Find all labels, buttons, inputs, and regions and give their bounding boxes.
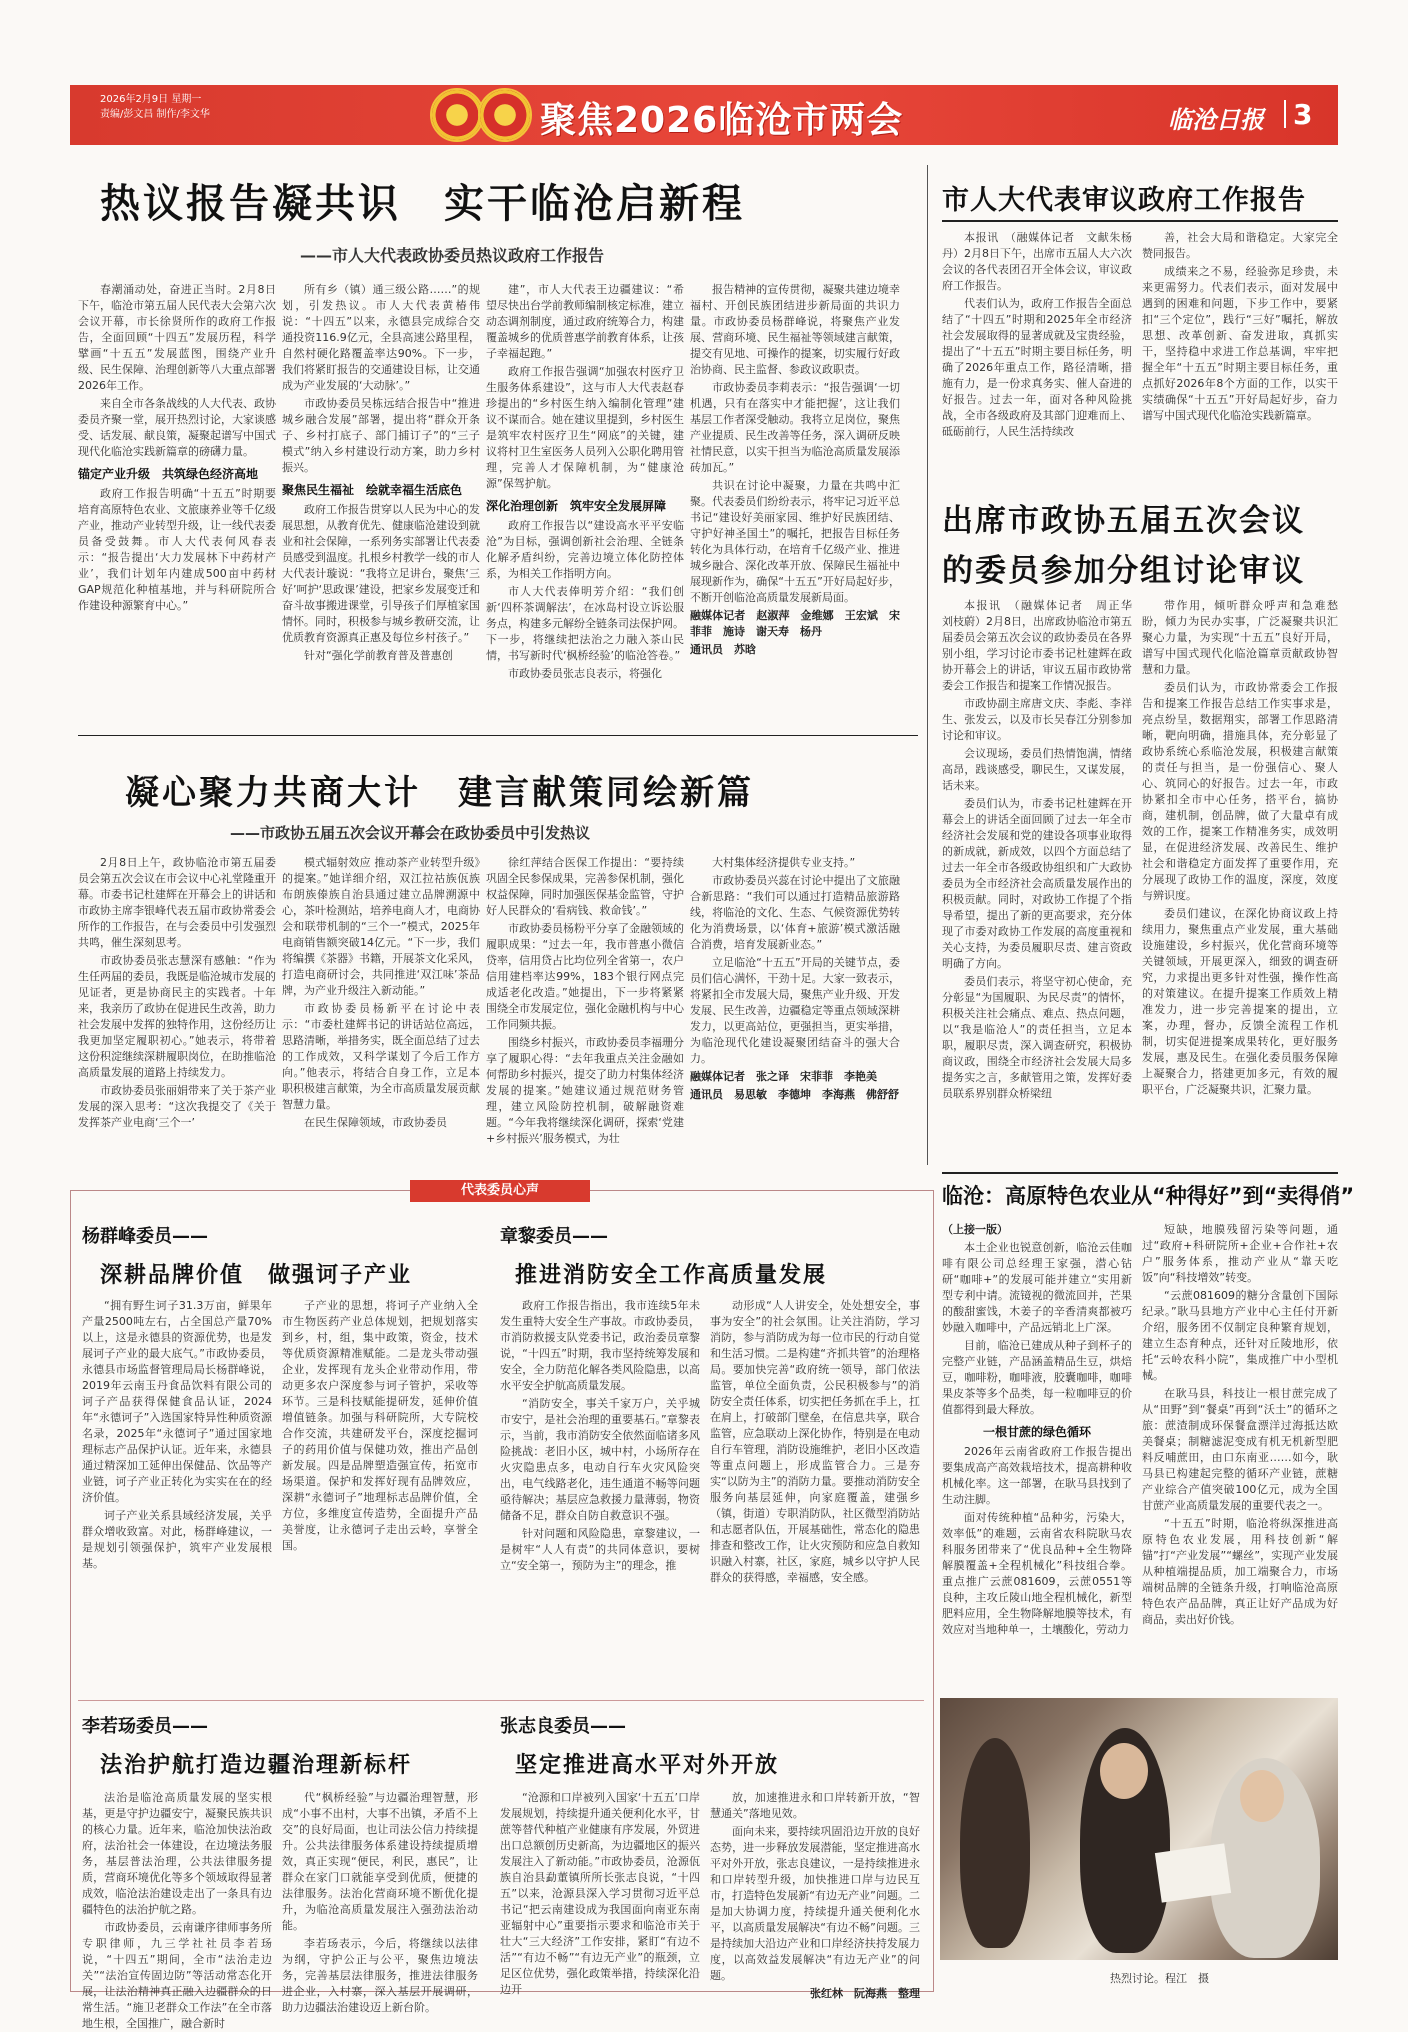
member1-col2 <box>282 1298 478 1688</box>
article5-title: 临沧：高原特色农业从“种得好”到“卖得俏” <box>942 1184 1355 1208</box>
member4-credit: 张红林 阮海燕 整理 <box>810 1987 920 2000</box>
paragraph: 本报讯 （融媒体记者 周正华 刘枝蔚）2月8日，出席政协临沧市第五届委员会第五次会议的政协委员在各界别小组，学习讨论市委书记杜建辉在政协开幕会上的讲话，审议五届市政协常委会工作报告和提案工作情况报告。 <box>942 599 1143 692</box>
article4-title: 凝心聚力共商大计 建言献策同绘新篇 <box>125 773 754 813</box>
paragraph: 报告精神的宣传贯彻，凝聚共建边境幸福村、开创民族团结进步新局面的共识力量。市政协委员杨群峰说，将聚焦产业发展、营商环境、民生福祉等领域建言献策，提交有见地、可操作的提案，切实履行好政治协商、民主监督、参政议政职责。 <box>690 283 900 376</box>
paragraph: 市政协委员杨新平在讨论中表示：“市委杜建辉书记的讲话站位高远，思路清晰，举措务实，既全面总结了过去的工作成效，又科学谋划了今后工作方向。”他表示，将结合自身工作，立足本职积极建言献策，为全市高质量发展贡献智慧力量。 <box>282 1002 480 1111</box>
paragraph: 针对问题和风险隐患，章黎建议，一是树牢“人人有责”的共同体意识，要树立“安全第一，预防为主”的理念，推 <box>500 1527 700 1572</box>
paragraph: 委员们表示，将坚守初心使命，充分彰显“为国履职、为民尽责”的情怀，积极关注社会痛点、难点、热点问题，以“我是临沧人”的责任担当，立足本职，履职尽责，深入调查研究，积极协商议政，围绕全市经济社会发展大局多提务实之言，多献管用之策，发挥好委员联系界别群众桥梁纽 <box>942 975 1132 1100</box>
paragraph: 政府工作报告强调“加强农村医疗卫生服务体系建设”，这与市人大代表赵春珍提出的“乡村医生纳入编制化管理”建议不谋而合。她在建议里提到，乡村医生是筑牢农村医疗卫生“网底”的关键，建议将村卫生室医务人员列入公职化聘用管理，完善人才保障机制，为“健康沧源”保驾护航。 <box>486 365 684 490</box>
newspaper-logo: 临沧日报 <box>1168 106 1264 134</box>
article2-title: 市人大代表审议政府工作报告 <box>942 185 1306 216</box>
photo-face <box>1240 1770 1284 1822</box>
article1-heading1: 锚定产业升级 共筑绿色经济高地 <box>78 467 259 481</box>
paragraph: 放，加速推进永和口岸转新开放，“智慧通关”落地见效。 <box>710 1791 920 1820</box>
paragraph: 本土企业也锐意创新，临沧云佳咖啡有限公司总经理王家强，潜心钻研“咖啡+”的发展可能并建立“实用新型专利中请。流镜视的微流回并，芒果的酸甜蜜饯，木姜子的辛香清爽都被巧妙融入咖啡中，产品远销北上广深。 <box>942 1241 1132 1334</box>
paragraph: 2月8日上午，政协临沧市第五届委员会第五次会议在市会议中心礼堂隆重开幕。市委书记杜建辉在开幕会上的讲话和市政协主席李银峰代表五届市政协常委会所作的工作报告，在与会委员中引发强烈共鸣，催生深刻思考。 <box>78 856 276 949</box>
member1-title: 深耕品牌价值 做强诃子产业 <box>100 1263 413 1288</box>
paragraph: 委员们认为，市政协常委会工作报告和提案工作报告总结工作实事求是，亮点纷呈，数据翔实，部署工作思路清晰，靶向明确，措施具体，充分彰显了政协系统心系临沧发展，积极建言献策的责任与担当，是一份强信心、聚人心、筑同心的好报告。过去一年，市政协紧扣全市中心任务，搭平台，搞协商，建机制，创品牌，做了大量卓有成效的工作，提案工作精准务实，成效明显，在促进经济发展、改善民生、维护社会和谐稳定方面发挥了重要作用，充分展现了政协工作的温度，深度，效度与辨识度。 <box>1142 681 1338 902</box>
member1-name: 杨群峰委员—— <box>82 1226 208 1247</box>
paragraph: 2026年云南省政府工作报告提出要集成高产高效栽培技术，提高耕种收机械化率。这一部署，在耿马县找到了生动注脚。 <box>942 1445 1132 1506</box>
paragraph: 本报讯 （融媒体记者 文献朱杨丹）2月8日下午，出席市五届人大六次会议的各代表团召开全体会议，审议政府工作报告。 <box>942 231 1132 292</box>
article5-col1 <box>942 1222 1132 1682</box>
article3-col1 <box>942 598 1143 1158</box>
paragraph: 大村集体经济提供专业支持。” <box>712 856 856 869</box>
header-divider <box>1284 100 1286 128</box>
date-block <box>100 92 210 122</box>
photo-face <box>1100 1743 1148 1799</box>
paragraph: 政府工作报告以“建设高水平平安临沧”为目标，强调创新社会治理、全链条化解矛盾纠纷，完善边境立体化防控体系，为相关工作指明方向。 <box>486 519 684 580</box>
article5-heading: 一根甘蔗的绿色循环 <box>982 1425 1091 1439</box>
paragraph: 围绕乡村振兴，市政协委员李福珊分享了履职心得：“去年我重点关注金融如何帮助乡村振兴，提交了助力村集体经济发展的提案。”她建议通过规范财务管理，建立风险防控机制，破解融资难题。“今年我将继续深化调研，探索‘党建+乡村振兴’服务模式，为壮 <box>486 1036 684 1145</box>
paragraph: 针对“强化学前教育普及普惠创 <box>304 649 453 662</box>
article1-subtitle: ——市人大代表政协委员热议政府工作报告 <box>300 246 605 265</box>
article4-subtitle: ——市政协五届五次会议开幕会在政协委员中引发热议 <box>230 824 591 842</box>
paragraph: 成绩来之不易，经验弥足珍贵，未来更需努力。代表们表示，面对发展中遇到的困难和问题，下步工作中，要紧扣“三个定位”，践行“三好”嘱托，解放思想、改革创新、奋发进取，真抓实干，坚持稳中求进工作总基调，牢牢把握全年“十五五”时期主要目标任务，重点抓好2026年8个方面的工作，以实干实绩确保“十五五”开好局起好步，奋力谱写中国式现代化临沧实践新篇章。 <box>1142 265 1338 422</box>
column-divider <box>927 165 928 1165</box>
article3-title2: 的委员参加分组讨论审议 <box>942 553 1305 589</box>
paragraph: 立足临沧“十五五”开局的关键节点，委员们信心满怀，干劲十足。大家一致表示，将紧扣全市发展大局，聚焦产业升级、开发发展、民生改善，边疆稳定等重点领域深耕发力，以更高站位，更强担当，更实举措，为临沧现代化建设凝聚团结奋斗的强大合力。 <box>690 956 900 1065</box>
paragraph: 市政协委员张丽娟带来了关于茶产业发展的深入思考：“这次我提交了《关于发挥茶产业电商‘三个一’ <box>78 1084 276 1129</box>
member3-name: 李若玚委员—— <box>82 1716 208 1737</box>
paragraph: 市政协委员杨粉平分享了金融领域的履职成果：“过去一年，我市普惠小微信贷率，信用贷占比均位列全省第一，农户信用建档率达99%，183个银行网点完成适老化改造。”她提出，下一步将紧紧围绕全市发展定位，强化金融机构与中心工作同频共振。 <box>486 922 684 1031</box>
photo-document <box>1155 1843 1231 1902</box>
editor-credit: 责编/彭文昌 制作/李文华 <box>100 109 210 120</box>
article2-col1 <box>942 230 1132 465</box>
paragraph: 诃子产业关系县域经济发展，关乎群众增收致富。对此，杨群峰建议，一是规划引领强保护，筑牢产业发展根基。 <box>82 1509 272 1570</box>
article4-col3 <box>486 855 684 1167</box>
article4-credit2: 通讯员 易思敏 李德坤 李海燕 佛舒舒 <box>690 1088 899 1101</box>
article1-col3 <box>486 282 684 727</box>
paragraph: 在民生保障领域，市政协委员 <box>304 1116 447 1129</box>
discussion-photo <box>940 1698 1338 1960</box>
paragraph: 市政协委员张志良表示，将强化 <box>508 667 662 680</box>
page-number: 3 <box>1293 98 1313 131</box>
paragraph: 市政协委员吴栋远结合报告中“推进城乡融合发展”部署，提出将“群众开条子、乡村打底子、部门捕订子”的“三子模式”纳入乡村建设行动方案，助力乡村振兴。 <box>282 397 480 474</box>
paragraph: 市政协委员，云南谦序律师事务所专职律师，九三学社社员李若玚说，“十四五”期间，全市“法治走边关”“法治宣传固边防”等活动常态化开展，让法治精神真正融入边疆群众的日常生活。“施卫老群众工作法”在全市落地生根，全国推广，融合新时 <box>82 1921 272 2030</box>
paragraph: 政府工作报告明确“十五五”时期要培育高原特色农业、文旅康养业等千亿级产业，推动产业转型升级，让一线代表委员备受鼓舞。市人大代表何风春表示：“报告提出‘大力发展林下中药材产业’，我们计划年内建成500亩中药材GAP规范化种植基地，并与科研院所合作建设种源繁育中心。” <box>78 487 276 612</box>
paragraph: 共识在讨论中凝聚，力量在共鸣中汇聚。代表委员们纷纷表示，将牢记习近平总书记“建设好美丽家园、维护好民族团结、守护好神圣国土”的嘱托，把报告目标任务转化为具体行动，在培育千亿级产业、推进城乡融合、深化改革开放、保障民生福祉中展现新作为，确保“十五五”开好局起好步，不断开创临沧高质量发展新局面。 <box>690 479 900 604</box>
section-title: 聚焦2026临沧市两会 <box>540 100 904 141</box>
paragraph: 善，社会大局和谐稳定。大家完全赞同报告。 <box>1142 231 1338 260</box>
photo-figure <box>960 1738 1030 1948</box>
paragraph: 所有乡（镇）通三级公路……”的规划，引发热议。市人大代表黄椿伟说：“十四五”以来，永德县完成综合交通投资116.9亿元，全县高速公路里程，自然村硬化路覆盖率达90%。下一步，我们将紧盯报告的交通建设目标，让交通成为产业发展的‘大动脉’。” <box>282 283 480 392</box>
article4-col1 <box>78 855 276 1167</box>
paragraph: 动形成“人人讲安全，处处想安全，事事为安全”的社会氛围。让关注消防，学习消防，参与消防成为每一位市民的行动自觉和生活习惯。二是构建“齐抓共管”的治理格局。要加快完善“政府统一领导，部门依法监管，单位全面负责，公民积极参与”的消防安全责任体系，切实把任务抓在手上，扛在肩上，打破部门壁垒，在信息共享，联合监管，应急联动上深化协作，特别是在电动自行车管理，消防设施维护，老旧小区改造等重点问题上，形成监管合力。三是夯实“以防为主”的消防力量。要推动消防安全服务向基层延伸，向家庭覆盖，建强乡（镇，街道）专职消防队，社区微型消防站和志愿者队伍，开展基础性，常态化的隐患排查和整改工作，让火灾预防和应急自救知识融入村寨，社区，家庭，城乡以守护人民群众的获得感，幸福感，安全感。 <box>710 1299 920 1584</box>
member1-col1 <box>82 1298 272 1688</box>
national-emblem-icon <box>430 88 484 142</box>
paragraph: 春潮涌动处，奋进正当时。2月8日下午，临沧市第五届人民代表大会第六次会议开幕，市长徐贤所作的政府工作报告，全面回顾“十四五”发展历程，科学擘画“十五五”发展蓝图，围绕产业升级、民生保障、治理创新等八大重点部署2026年工作。 <box>78 283 276 392</box>
article5-subtitle: （上接一版） <box>942 1223 1008 1236</box>
paragraph: 建”，市人大代表王边疆建议：“希望尽快出台学前教师编制核定标准，建立动态调剂制度，通过政府统筹合力，构建覆盖城乡的优质普惠学前教育体系，让孩子幸福起跑。” <box>486 283 684 360</box>
paragraph: 短缺，地膜残留污染等问题，通过“政府+科研院所+企业+合作社+农户”服务体系，推动产业从“靠天吃饭”向“科技增效”转变。 <box>1142 1223 1338 1284</box>
article3-col2 <box>1142 598 1338 1158</box>
member4-name: 张志良委员—— <box>500 1716 626 1737</box>
paragraph: 法治是临沧高质量发展的坚实根基，更是守护边疆安宁，凝聚民族共识的核心力量。近年来，临沧加快法治政府，法治社会一体建设，在边境法务服务，基层普法治理，公共法律服务提质，营商环境优化等多个领域取得显著成效，临沧法治建设走出了一条具有边疆特色的法治护航之路。 <box>82 1791 272 1916</box>
paragraph: 子产业的思想，将诃子产业纳入全市生物医药产业总体规划，把规划落实到乡，村，组，集中政策，资金，技术等优质资源精准赋能。二是龙头带动强企业，发挥现有龙头企业带动作用，带动更多农户深度参与诃子管护，采收等环节。三是科技赋能提研发，延伸价值增值链条。加强与科研院所，大专院校合作交流，共建研发平台，深度挖掘诃子的药用价值与保健功效，推出产品创新发展。四是品牌塑造强宣传，拓宽市场渠道。保护和发挥好现有品牌效应，深耕“永德诃子”地理标志品牌价值，全方位，多维度宣传造势，全面提升产品美誉度，让永德诃子走出云岭，享誉全国。 <box>282 1299 478 1552</box>
paragraph: “消防安全，事关千家万户，关乎城市安宁，是社会治理的重要基石。”章黎表示，当前，我市消防安全依然面临诸多风险挑战：老旧小区，城中村，小场所存在火灾隐患点多，电动自行车火灾风险突出，电气线路老化，违生通道不畅等问题亟待解决；基层应急救援力量薄弱，物资储备不足，群众自防自救意识不强。 <box>500 1397 700 1522</box>
paragraph: 代表们认为，政府工作报告全面总结了“十四五”时期和2025年全市经济社会发展取得的显著成就及宝贵经验，提出了“十五五”时期主要目标任务，明确了2026年重点工作，路径清晰，措施有力，是一份求真务实、催人奋进的好报告。过去一年，面对各种风险挑战，全市各级政府及其部门迎难而上、砥砺前行，人民生活持续改 <box>942 297 1132 438</box>
paragraph: 模式辐射效应 推动茶产业转型升级》的提案。”她详细介绍，双江拉祜族佤族布朗族傣族自治县通过建立品牌溯源中心，茶叶检测站，培养电商人才，电商协会和联带机制的“三个一”模式，2025年电商销售额突破14亿元。“下一步，我们将编撰《茶器》书籍，开展茶文化采风，打造电商研讨会，共同推进‘双江味’茶品牌，为产业升级注入新动能。” <box>282 856 480 997</box>
paragraph: 目前，临沧已建成从种子到杯子的完整产业链，产品涵盖精品生豆，烘焙豆，咖啡粉，咖啡液，胶囊咖啡，咖啡果皮茶等多个品类，每一粒咖啡豆的价值都得到最大释放。 <box>942 1339 1132 1416</box>
section-divider <box>78 735 918 736</box>
paragraph: 市人大代表俸明芳介绍：“我们创新‘四杯茶调解法’，在冰岛村设立诉讼服务点，构建多元解纷全链条司法保护网。下一步，将继续把法治之力融入茶山民情，书写新时代‘枫桥经验’的临沧答卷。” <box>486 585 684 662</box>
paragraph: 徐红萍结合医保工作提出：“要持续巩固全民参保成果，完善参保机制，强化权益保障，同时加强医保基金监管，守护好人民群众的‘看病钱、救命钱’。” <box>486 856 684 917</box>
paragraph: “沧源和口岸被列入国家‘十五五’口岸发展规划，持续提升通关便利化水平，甘蔗等替代种植产业健康有序发展，外贸进出口总额创历史新高，为边疆地区的振兴发展注入了新动能。”市政协委员，沧源佤族自治县勐董镇所所长张志良说，“十四五”以来，沧源县深入学习贯彻习近平总书记“把云南建设成为我国面向南亚东南亚辐射中心”重要指示要求和临沧市关于壮大“三大经济”工作安排，紧盯“有边不活”“有边不畅”“有边无产业”的瓶颈，立足区位优势，强化政策举措，持续深化沿边开 <box>500 1791 700 1996</box>
article1-credit2: 通讯员 苏晗 <box>690 643 756 656</box>
article1-col2 <box>282 282 480 727</box>
paragraph: 市政协委员李莉表示：“报告强调‘一切机遇，只有在落实中才能把握’，这让我们基层工作者深受触动。我将立足岗位，聚焦产业提质、民生改善等任务，深入调研反映社情民意，以实干担当为临沧高质量发展添砖加瓦。” <box>690 381 900 474</box>
member3-title: 法治护航打造边疆治理新标杆 <box>100 1753 413 1778</box>
article2-title-rule <box>942 220 1338 222</box>
article5-top-rule <box>942 1172 1338 1174</box>
member2-col2 <box>710 1298 920 1688</box>
paragraph: 面对传统种植“品种劣，污染大，效率低”的难题，云南省农科院耿马农科服务团带来了“优良品种+全生物降解膜覆盖+全程机械化”科技组合拳。重点推广云蔗081609，云蔗0551等良种，主攻丘陵山地全程机械化，新型肥料应用，全生物降解地膜等技术，有效应对当地种单一，土壤酸化，劳动力 <box>942 1511 1132 1636</box>
article4-credit: 融媒体记者 张之译 宋菲菲 李艳美 <box>690 1070 877 1083</box>
paragraph: 市政协副主席唐文庆、李彪、李祥生、张发云，以及市长吴春江分别参加讨论和审议。 <box>942 697 1132 742</box>
paragraph: 会议现场，委员们热情饱满，情绪高昂，践谈感受，聊民生，又谋发展，话未来。 <box>942 747 1132 792</box>
paragraph: “云蔗081609的糖分含量创下国际纪录。”耿马县地方产业中心主任付开新介绍，服务团不仅制定良种繁育规划，建立生态育种点，还针对丘陵地形，依托“云岭农科小院”，集成推广中小型机械。 <box>1142 1289 1338 1382</box>
article3-title1: 出席市政协五届五次会议 <box>942 503 1305 539</box>
paragraph: “十五五”时期，临沧将纵深推进高原特色农业发展，用科技创新“解锚”打“产业发展”“螺丝”，实现产业发展从种植端提品质，加工端聚合力，市场端树品牌的全链条升级，打响临沧高原特色农产品品牌，真正让好产品成为好商品，卖出好价钱。 <box>1142 1517 1338 1626</box>
paragraph: 在耿马县，科技让一根甘蔗完成了从“田野”到“餐桌”再到“沃土”的循环之旅：蔗渣制成环保餐盒漂洋过海抵达欧美餐桌；制糖滤泥变成有机无机新型肥料反哺蔗田，由口东南亚……如今，耿马县已构建起完整的循环产业链，蔗糖产业综合产值突破100亿元，成为全国甘蔗产业高质量发展的重要代表之一。 <box>1142 1387 1338 1512</box>
paragraph: 委员们认为，市委书记杜建辉在开幕会上的讲话全面回顾了过去一年全市经济社会发展和党的建设各项事业取得的新成就，新成效，以四个方面总结了过去一年全市各级政协组织和广大政协委员为全市经济社会高质量发展作出的积极贡献。同时，对政协工作提了个指导希望，提出了新的更高要求，充分体现了市委对政协工作发展的高度重视和关心支持，为委员履职尽责、建言资政明确了方向。 <box>942 797 1132 970</box>
member3-col2 <box>282 1790 478 2014</box>
article1-heading2: 聚焦民生福祉 绘就幸福生活底色 <box>282 483 463 497</box>
paragraph: 李若玚表示，今后，将继续以法律为纲，守护公正与公平，聚焦边境法务，完善基层法律服务，推进法律服务进企业，入村寨，深入基层开展调研，助力边疆法治建设迈上新台阶。 <box>282 1937 478 2014</box>
cppcc-emblem-icon <box>478 88 532 142</box>
article1-col1 <box>78 282 276 727</box>
voices-divider <box>78 1700 924 1701</box>
voices-label: 代表委员心声 <box>410 1180 590 1202</box>
paragraph: 面向未来，要持续巩固沿边开放的良好态势，进一步释放发展潜能，坚定推进高水平对外开放，张志良建议，一是持续推进永和口岸转型升级，加快推进口岸与边民互市，打造特色发展新“有边无产业”问题。二是加大协调力度，持续提升通关便利化水平，以高质量发展解决“有边不畅”问题。三是持续加大沿边产业和口岸经济扶持发展力度，以高效益发展解决“有边无产业”的问题。 <box>710 1825 920 1982</box>
paragraph: 委员们建议，在深化协商议政上持续用力，聚焦重点产业发展，重大基础设施建设，乡村振兴，优化营商环境等关键领域，开展更深入，细致的调查研究，力求提出更多针对性强，操作性高的对策建议。在提升提案工作质效上精准发力，进一步完善提案的提出，立案，办理，督办，反馈全流程工作机制，切实促进提案成果转化，更好服务发展，惠及民生。在强化委员服务保障上凝聚合力，搭建更加多元，有效的履职平台，广泛凝聚共识，汇聚力量。 <box>1142 907 1338 1096</box>
paragraph: 来自全市各条战线的人大代表、政协委员齐聚一堂，展开热烈讨论，大家谈感受、话发展、献良策，凝聚起谱写中国式现代化临沧实践新篇章的磅礴力量。 <box>78 397 276 458</box>
article1-heading3: 深化治理创新 筑牢安全发展屏障 <box>486 499 667 513</box>
member2-col1 <box>500 1298 700 1688</box>
paragraph: 政府工作报告指出，我市连续5年未发生重特大安全生产事故。市政协委员，市消防救援支队党委书记，政治委员章黎说，“十四五”时期，我市坚持统筹发展和安全，全力防范化解各类风险隐患，以高水平安全护航高质量发展。 <box>500 1299 700 1392</box>
paragraph: 政府工作报告贯穿以人民为中心的发展思想，从教育优先、健康临沧建设到就业和社会保障，一系列务实部署让代表委员感受到温度。扎根乡村教学一线的市人大代表计璇说：“我将立足讲台，聚焦‘三好’呵护‘思政课’建设，把家乡发展变迁和奋斗故事搬进课堂，引导孩子们厚植家国情怀。同时，积极参与城乡教研交流，让优质教育资源真正惠及每位乡村孩子。” <box>282 503 480 644</box>
article2-col2 <box>1142 230 1338 465</box>
paragraph: 代“枫桥经验”与边疆治理智慧，形成“小事不出村，大事不出镇，矛盾不上交”的良好局面，也让司法公信力持续提升。公共法律服务体系建设持续提质增效，真正实现“便民，利民，惠民”，让群众在家门口就能享受到优质，便捷的法律服务。法治化营商环境不断优化提升，为临沧高质量发展注入强劲法治动能。 <box>282 1791 478 1932</box>
photo-caption: 热烈讨论。程江 摄 <box>1110 1972 1209 1985</box>
paragraph: 市政协委员张志慧深有感触：“作为生任两届的委员，我既是临沧城市发展的见证者，更是协商民主的实践者。十年来，我亲历了政协在促进民生改善，助力社会发展中发挥的独特作用，这份经历让我更加坚定履职初心。”她表示，将带着这份积淀继续深耕履职岗位，在助推临沧高质量发展的道路上持续发力。 <box>78 954 276 1079</box>
article1-title: 热议报告凝共识 实干临沧启新程 <box>100 181 745 227</box>
paragraph: 市政协委员兴蕊在讨论中提出了文旅融合新思路：“我们可以通过打造精品旅游路线，将临沧的文化、生态、气候资源优势转化为消费场景，以‘体育+旅游’模式激活融合消费，培育发展新业态。” <box>690 874 900 951</box>
article5-col2 <box>1142 1222 1338 1682</box>
article1-col4 <box>690 282 900 727</box>
article4-col2 <box>282 855 480 1167</box>
paragraph: “拥有野生诃子31.3万亩，鲜果年产量2500吨左右，占全国总产量70%以上，这是永德县的资源优势，也是发展诃子产业的最大底气。”市政协委员，永德县市场监督管理局局长杨群峰说，2019年云南玉丹食品饮料有限公司的诃子产品获得保健食品认证，2024年“永德诃子”入选国家特异性种质资源名录，2025年“永德诃子”通过国家地理标志产品保护认证。近年来，永德县通过精深加工延伸出保健品、饮品等产业链，诃子产业正转化为实实在在的经济价值。 <box>82 1299 272 1504</box>
member2-name: 章黎委员—— <box>500 1226 608 1247</box>
article1-credit: 融媒体记者 赵淑萍 金维娜 王宏斌 宋菲菲 施诗 谢天寿 杨丹 <box>690 609 900 638</box>
member4-col1 <box>500 1790 700 1996</box>
member4-title: 坚定推进高水平对外开放 <box>515 1753 780 1778</box>
member3-col1 <box>82 1790 272 2030</box>
paragraph: 带作用，倾听群众呼声和急难愁盼，倾力为民办实事，广泛凝聚共识汇聚心力量，为实现“十五五”良好开局，谱写中国式现代化临沧篇章贡献政协智慧和力量。 <box>1142 599 1338 676</box>
member4-col2 <box>710 1790 920 2000</box>
article4-col4 <box>690 855 900 1167</box>
member2-title: 推进消防安全工作高质量发展 <box>515 1263 828 1288</box>
issue-date: 2026年2月9日 星期一 <box>100 94 202 105</box>
